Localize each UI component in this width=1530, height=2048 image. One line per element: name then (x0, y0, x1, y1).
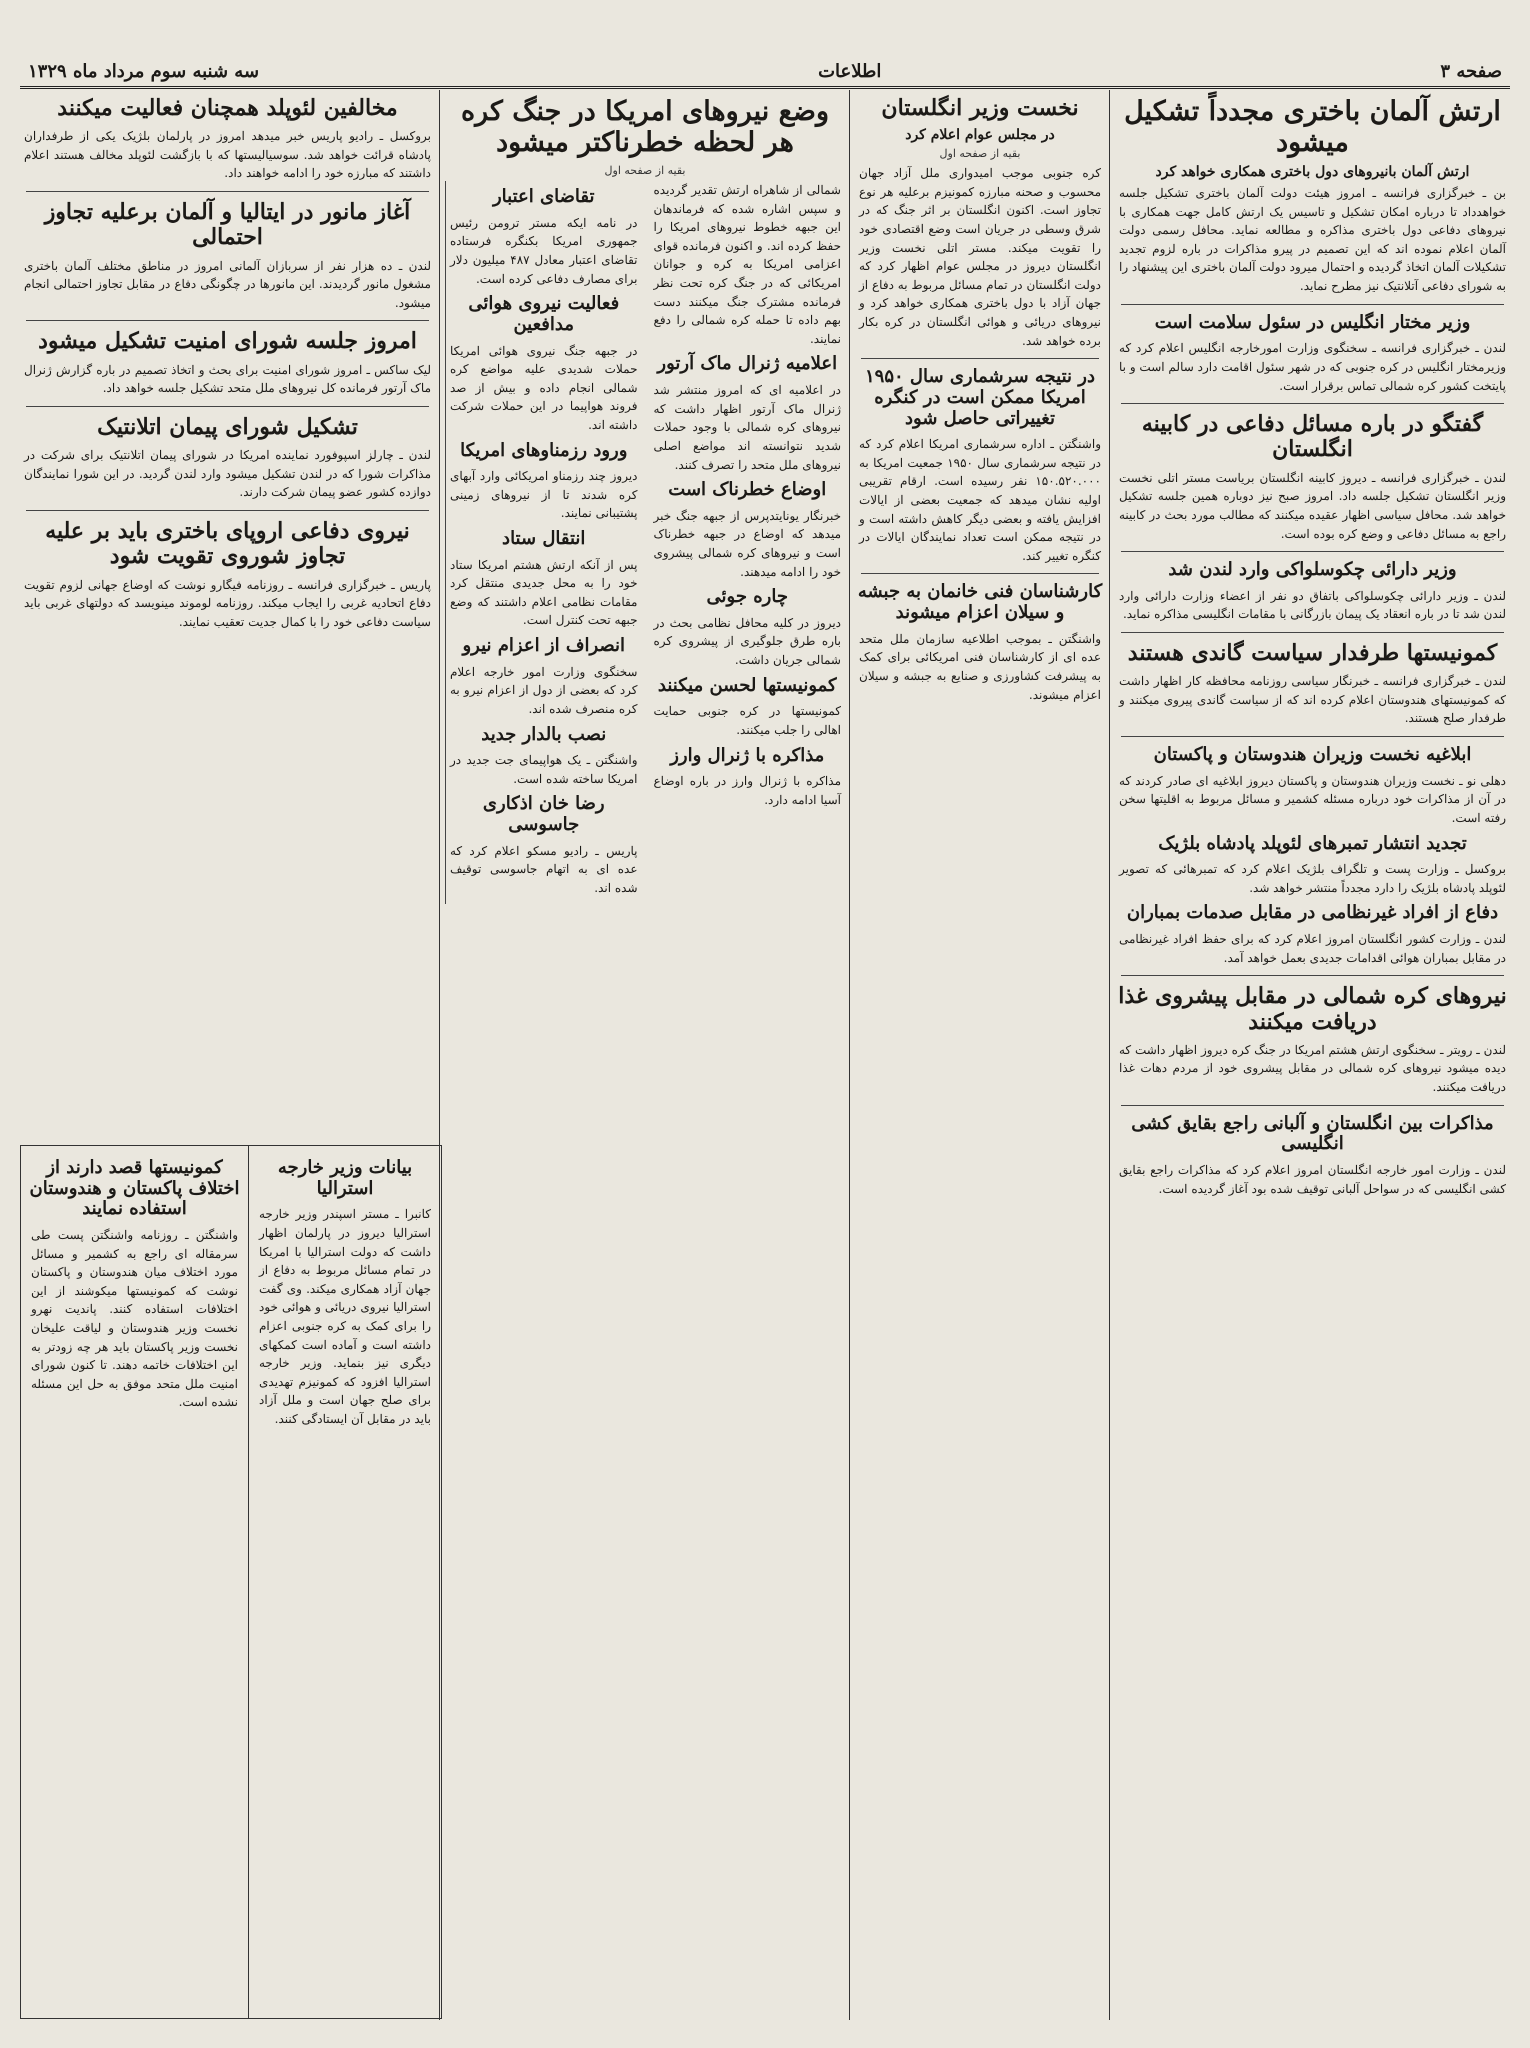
section-head: چاره جوئی (706, 586, 788, 608)
article-body: خبرنگار یونایتدپرس از جبهه جنگ خبر میدهد که اوضاع در جبهه خطرناک است و نیروهای کره شمالی پیشروی خود را ادامه میدهند. (653, 508, 841, 579)
article-body: کانبرا ـ مستر اسپندر وزیر خارجه استرالیا دیروز در پارلمان اظهار داشت که دولت استرالیا با امریکا در تمام مسائل مربوط به دفاع از جهان آزاد همکاری میکند. وی گفت استرالیا نیروی دریائی و هوائی خود را برای کمک به کره جنوبی اعزام داشته است و آماده است کمکهای دیگری نیز بنماید. وزیر خارجه استرالیا افزود که کمونیزم تهدیدی برای صلح جهان است و ملل آزاد باید در مقابل آن ایستادگی کنند. (259, 1207, 431, 1426)
headline: مذاکرات بین انگلستان و آلبانی راجع بقایق کشی انگلیسی (1131, 1112, 1494, 1155)
headline: ارتش آلمان باختری مجدداً تشکیل میشود (1124, 96, 1501, 159)
article-body: لندن ـ وزارت امور خارجه انگلستان امروز اعلام کرد که مذاکرات راجع بقایق کشی انگلیسی که در سواحل آلبانی توقیف شده بود آغاز گردیده است. (1119, 1163, 1506, 1196)
article-body: دیروز چند رزمناو امریکائی وارد آبهای کره شدند تا از نیروهای زمینی پشتیبانی نمایند. (450, 469, 638, 521)
article-body: مذاکره با ژنرال وارز در باره اوضاع آسیا ادامه دارد. (653, 774, 841, 807)
article-body: لندن ـ رویتر ـ سخنگوی ارتش هشتم امریکا در جنگ کره دیروز اظهار داشت که دیده میشود نیروهای کره شمالی در مقابل پیشروی خود از مردم دهات غذا دریافت میکنند. (1118, 1042, 1506, 1095)
section-head: تقاضای اعتبار (492, 186, 595, 208)
article-body: واشنگتن ـ بموجب اطلاعیه سازمان ملل متحد عده ای از کارشناسان فنی امریکائی برای کمک به پیشرفت کشاورزی و صنایع به جبشه و سیلان اعزام میشوند. (859, 631, 1101, 702)
headline: در نتیجه سرشماری سال ۱۹۵۰ امریکا ممکن است در کنگره تغییراتی حاصل شود (864, 366, 1095, 429)
divider (26, 510, 429, 511)
article-body: لیک ساکس ـ امروز شورای امنیت برای بحث و اتخاذ تصمیم در باره گزارش ژنرال ماک آرتور فرمانده کل نیروهای ملل متحد تشکیل جلسه خواهد داد. (24, 362, 431, 396)
column-1 (1115, 90, 1510, 2020)
column-2 (855, 90, 1105, 2020)
continued-note: بقیه از صفحه اول (604, 164, 686, 178)
continued-note: بقیه از صفحه اول (939, 147, 1021, 161)
headline: وضع نیروهای امریکا در جنگ کره هر لحظه خطرناکتر میشود (460, 96, 829, 159)
headline: آغاز مانور در ایتالیا و آلمان برعلیه تجاوز احتمالی (44, 199, 411, 251)
sub-column-right (650, 181, 846, 903)
divider (26, 191, 429, 192)
divider (1121, 403, 1504, 404)
boxed-article-pakistan (20, 1145, 249, 2019)
article-body: لندن ـ ده هزار نفر از سربازان آلمانی امروز در مناطق مختلف آلمان باختری مشغول مانور گردیدند. این مانورها در چگونگی دفاع در مقابل تجاوز احتمالی انجام میشود. (24, 258, 431, 310)
article-body: در اعلامیه ای که امروز منتشر شد ژنرال ماک آرتور اظهار داشت که نیروهای کره شمالی با وجود حملات شدید نتوانسته اند مواضع اصلی نیروهای ملل متحد را تصرف کنند. (653, 383, 841, 472)
headline: کارشناسان فنی خانمان به جبشه و سیلان اعزام میشوند (857, 581, 1103, 624)
article-body: پاریس ـ رادیو مسکو اعلام کرد که عده ای به اتهام جاسوسی توقیف شده اند. (450, 843, 638, 895)
headline: کمونیستها قصد دارند از اختلاف پاکستان و هندوستان استفاده نمایند (29, 1157, 240, 1220)
sub-column-left (445, 181, 642, 903)
divider (26, 406, 429, 407)
article-body: لندن ـ وزارت کشور انگلستان امروز اعلام کرد که برای حفظ افراد غیرنظامی در مقابل بمباران هوائی اقدامات جدیدی بعمل خواهد آمد. (1119, 932, 1506, 965)
headline: کمونیستها طرفدار سیاست گاندی هستند (1127, 639, 1498, 666)
headline: وزیر مختار انگلیس در سئول سلامت است (1154, 311, 1471, 333)
section-head: انصراف از اعزام نیرو (462, 635, 626, 657)
article-body: شمالی از شاهراه ارتش تقدیر گردیده و سپس اشاره شده که فرماندهان این جبهه خطوط نیروهای امریکا را حفظ کرده اند. و اکنون فرمانده قوای اعزامی امریکا به کره و جوانان امریکائی که در جنگ کره تحت نظر فرمانده مشترک جنگ میکنند دست بهم داده تا حمله کره شمالی را دفع نمایند. (653, 183, 841, 346)
article-body: پس از آنکه ارتش هشتم امریکا ستاد خود را به محل جدیدی منتقل کرد مقامات نظامی اعلام داشتند که وضع جبهه تحت کنترل است. (450, 557, 638, 628)
headline: نخست وزیر انگلستان (881, 95, 1079, 121)
headline: مخالفین لئوپلد همچنان فعالیت میکنند (57, 95, 398, 121)
headline: دفاع از افراد غیرنظامی در مقابل صدمات بمباران (1126, 902, 1499, 924)
subheadline: در مجلس عوام اعلام کرد (905, 127, 1055, 144)
article-body: سخنگوی وزارت امور خارجه اعلام کرد که بعضی از دول از اعزام نیرو به کره منصرف شده اند. (450, 664, 638, 716)
article-body: در جبهه جنگ نیروی هوائی امریکا حملات شدیدی علیه مواضع کره شمالی انجام داده و بیش از صد فروند هواپیما در این حملات شرکت داشته اند. (450, 343, 638, 432)
column-3 (445, 90, 845, 2020)
section-head: نصب بالدار جدید (481, 723, 607, 745)
divider (861, 358, 1099, 359)
headline: وزیر دارائی چکوسلواکی وارد لندن شد (1168, 559, 1457, 581)
article-body: لندن ـ خبرگزاری فرانسه ـ خبرنگار سیاسی روزنامه محافظه کار اظهار داشت که کمونیستهای هندوستان اعلام کرده اند که از سیاست گاندی پیروی میکنند و طرفدار صلح هستند. (1119, 674, 1506, 726)
headline: تجدید انتشار تمبرهای لئوپلد پادشاه بلژیک (1158, 832, 1467, 854)
article-body: دهلی نو ـ نخست وزیران هندوستان و پاکستان دیروز ابلاغیه ای صادر کردند که در آن از مذاکرات خود درباره مسئله کشمیر و مسائل مربوط به اقلیتها سخن رفته است. (1119, 773, 1506, 825)
divider (1121, 975, 1504, 976)
section-head: اعلامیه ژنرال ماک آرتور (657, 353, 838, 375)
article-body: بروکسل ـ وزارت پست و تلگراف بلژیک اعلام کرد که تمبرهائی که تصویر لئوپلد پادشاه بلژیک را دارد مجدداً منتشر خواهد شد. (1119, 862, 1506, 895)
section-head: فعالیت نیروی هوائی مدافعین (468, 293, 620, 335)
newspaper-page (20, 20, 1510, 2028)
section-head: رضا خان اذکاری جاسوسی (482, 793, 605, 836)
column-rule (849, 90, 850, 2020)
divider (1121, 632, 1504, 633)
article-body: کمونیستها در کره جنوبی حمایت اهالی را جلب میکنند. (653, 704, 841, 737)
article-body: بن ـ خبرگزاری فرانسه ـ امروز هیئت دولت آلمان باختری تشکیل جلسه خواهدداد تا درباره امکان تشکیل و تاسیس یک ارتش کامل جهت همکاری با نیروهای دفاعی دول باختری مذاکره و مطالعه نماید. محافل رسمی دولت آلمان اعلام نموده اند که این تصمیم در پیرو مذاکرات در باره لزوم تجدید تشکیلات آلمان اتخاذ گردیده و احتمال میرود دولت آلمان باختری این پیشنهاد را به شورای دفاعی آتلانتیک نیز مطرح نماید. (1118, 186, 1506, 294)
headline: تشکیل شورای پیمان اتلانتیک (97, 413, 358, 440)
headline: نیروی دفاعی اروپای باختری باید بر علیه تجاوز شوروی تقویت شود (45, 518, 410, 570)
article-body: دیروز در کلیه محافل نظامی بحث در باره طرق جلوگیری از پیشروی کره شمالی جریان داشت. (653, 615, 841, 668)
article-body: لندن ـ چارلز اسپوفورد نماینده امریکا در شورای پیمان اتلانتیک برای شرکت در مذاکرات شورا که در لندن تشکیل میشود وارد لندن گردید. در این شورا نمایندگان دوازده کشور عضو پیمان شرکت دارند. (24, 448, 431, 500)
divider (1121, 551, 1504, 552)
article-body: بروکسل ـ رادیو پاریس خبر میدهد امروز در پارلمان بلژیک یکی از طرفداران پادشاه قرائت خواهد شد. سوسیالیستها که با بازگشت لئوپلد مخالف هستند اعلام داشتند که مبارزه خود را ادامه خواهند داد. (24, 129, 431, 181)
headline: ابلاغیه نخست وزیران هندوستان و پاکستان (1153, 744, 1472, 766)
divider (1121, 304, 1504, 305)
page-number: صفحه ۳ (1440, 61, 1502, 82)
article-body: کره جنوبی موجب امیدواری ملل آزاد جهان محسوب و صحنه مبارزه کمونیزم برعلیه هر نوع تجاوز است. اکنون انگلستان بر اثر جنگ که در شرق وسطی در جریان است وضع اقتصادی خود را تقویت میکند. مستر اتلی نخست وزیر انگلستان دیروز در مجلس عوام اظهار کرد که دولت انگلستان در تمام مسائل مربوط به دفاع از جهان آزاد با دول باختری همکاری خواهد کرد و نیروهای دریائی و هوائی انگلستان در کره بکار برده خواهد شد. (859, 166, 1101, 348)
section-head: ورود رزمناوهای امریکا (460, 439, 628, 461)
section-head: انتقال ستاد (502, 527, 586, 549)
article-body: لندن ـ وزیر دارائی چکوسلواکی باتفاق دو نفر از اعضاء وزارت دارائی وارد لندن شد تا در باره انعقاد یک پیمان بازرگانی با مقامات انگلیسی مذاکره نماید. (1119, 588, 1506, 622)
issue-date: سه شنبه سوم مرداد ماه ۱۳۲۹ (28, 61, 260, 82)
article-body: واشنگتن ـ یک هواپیمای جت جدید در امریکا ساخته شده است. (450, 753, 638, 786)
article-body: لندن ـ خبرگزاری فرانسه ـ سخنگوی وزارت امورخارجه انگلیس اعلام کرد که وزیرمختار انگلیس در کره جنوبی که در شهر سئول اقامت دارد سالم است و با پایتخت کشور کره شمالی تماس برقرار است. (1119, 341, 1506, 393)
headline: گفتگو در باره مسائل دفاعی در کابینه انگلستان (1141, 411, 1484, 463)
divider (861, 573, 1099, 574)
article-body: لندن ـ خبرگزاری فرانسه ـ دیروز کابینه انگلستان بریاست مستر اتلی نخست وزیر انگلستان تشکیل جلسه داد. امروز صبح نیز دوباره همین جلسه تشکیل خواهد شد. محافل سیاسی اظهار عقیده میکنند که مطالب مورد بحث در کابینه راجع به مسائل دفاعی و وضع کره بوده است. (1119, 470, 1506, 541)
article-body: در نامه ایکه مستر ترومن رئیس جمهوری امریکا بکنگره فرستاده تقاضای اعتبار معادل ۴۸۷ میلیون دلار برای مصارف دفاعی کرده است. (450, 215, 638, 286)
divider (26, 320, 429, 321)
column-rule (1109, 90, 1110, 2020)
lead: ارتش آلمان بانیروهای دول باختری همکاری خواهد کرد (1155, 164, 1470, 181)
article-body: واشنگتن ـ اداره سرشماری امریکا اعلام کرد که در نتیجه سرشماری سال ۱۹۵۰ جمعیت امریکا به ۱۵۰.۵۲۰.۰۰۰ نفر رسیده است. ارقام تقریبی اولیه نشان میدهد که جمعیت بعضی از ایالات افزایش یافته و بعضی دیگر کاهش داشته است و در نتیجه ممکن است تعداد نمایندگان ایالات در کنگره تغییر کند. (859, 437, 1101, 563)
article-body: پاریس ـ خبرگزاری فرانسه ـ روزنامه فیگارو نوشت که اوضاع جهانی لزوم تقویت دفاع اتحادیه غربی را ایجاب میکند. روزنامه لوموند مینویسد که دولتهای غربی باید سیاست دفاعی خود را با کمال جدیت تعقیب نمایند. (24, 577, 431, 629)
section-head: اوضاع خطرناک است (668, 479, 827, 501)
article-body: واشنگتن ـ روزنامه واشنگتن پست طی سرمقاله ای راجع به کشمیر و مسائل مورد اختلاف میان هندوستان و پاکستان نوشت که کمونیستها میکوشند از این اختلافات استفاده کنند. پاندیت نهرو نخست وزیر هندوستان و لیاقت علیخان نخست وزیر پاکستان باید هر چه زودتر به این اختلافات خاتمه دهند. تا کنون شورای امنیت ملل متحد موفق به حل این مسئله نشده است. (31, 1228, 238, 1410)
section-head: مذاکره با ژنرال وارز (670, 744, 825, 766)
headline: امروز جلسه شورای امنیت تشکیل میشود (38, 328, 417, 355)
paper-name: اطلاعات (818, 61, 882, 82)
section-head: کمونیستها لحسن میکنند (657, 674, 837, 696)
headline: بیانات وزیر خارجه استرالیا (277, 1157, 413, 1199)
masthead (20, 48, 1510, 89)
boxed-article-australia (248, 1145, 442, 2019)
divider (1121, 1105, 1504, 1106)
sub-columns (445, 181, 845, 903)
divider (1121, 736, 1504, 737)
headline: نیروهای کره شمالی در مقابل پیشروی غذا دریافت میکنند (1118, 983, 1507, 1035)
